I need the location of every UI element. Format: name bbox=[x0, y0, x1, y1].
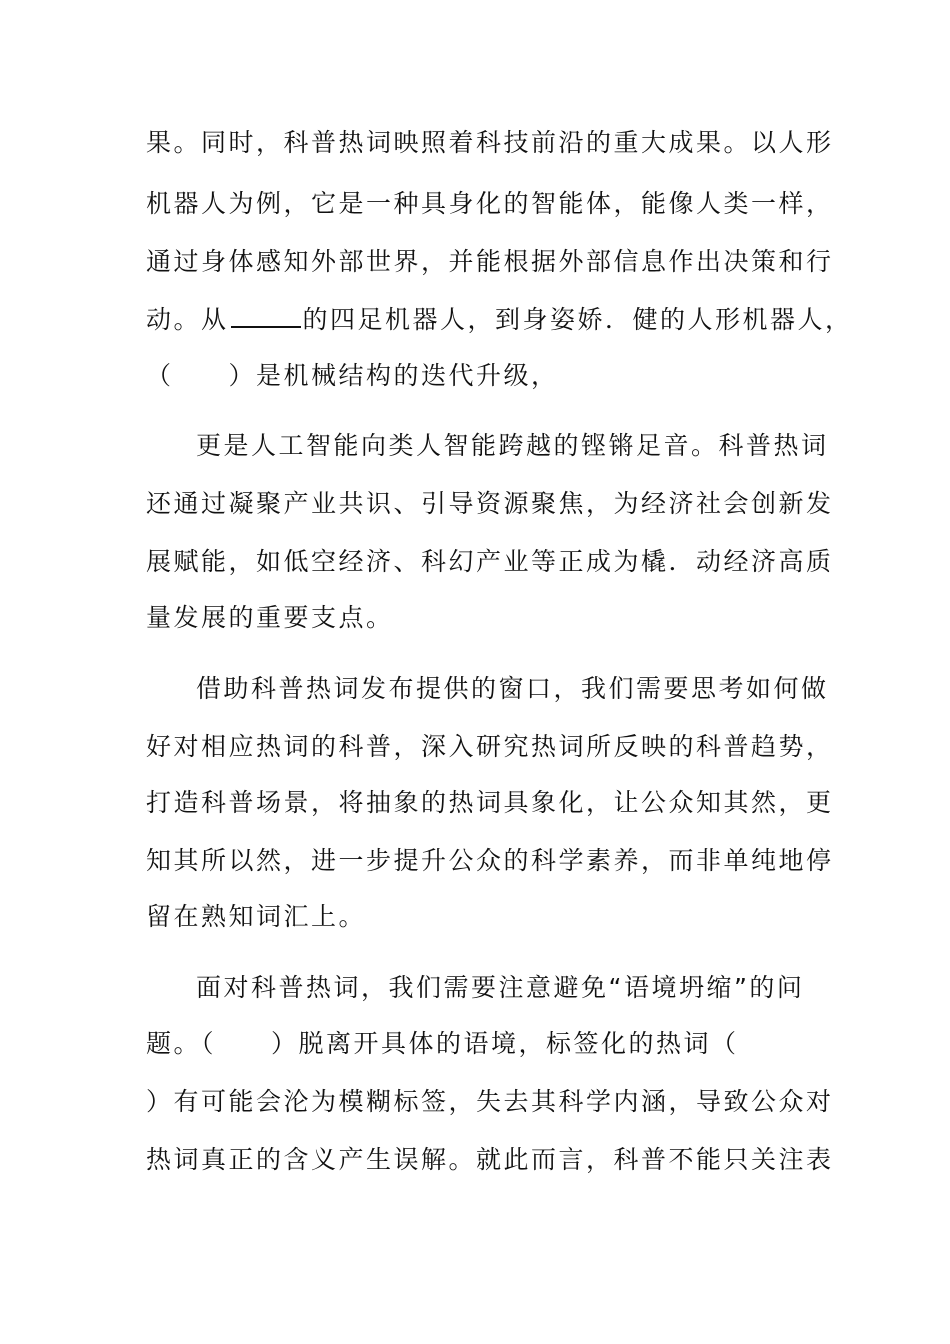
paragraph-1-line-4 bbox=[146, 300, 853, 340]
paragraph-2-line-4: 量发展的重要支点。 bbox=[146, 603, 394, 632]
paragraph-2-line-2: 还通过凝聚产业共识、引导资源聚焦，为经济社会创新发 bbox=[146, 489, 834, 518]
paragraph-4-line-2: 题。（ ）脱离开具体的语境，标签化的热词（ bbox=[146, 1029, 739, 1058]
paragraph-3-line-4: 知其所以然，进一步提升公众的科学素养，而非单纯地停 bbox=[146, 846, 834, 875]
paragraph-1-line-3: 通过身体感知外部世界，并能根据外部信息作出决策和行 bbox=[146, 247, 834, 276]
paragraph-3-line-3: 打造科普场景，将抽象的热词具象化，让公众知其然，更 bbox=[146, 788, 834, 817]
paragraph-4-line-1: 面对科普热词，我们需要注意避免“语境坍缩”的问 bbox=[196, 973, 805, 1002]
line-4-text-after: 的四足机器人，到身姿娇．健的人形机器人， bbox=[302, 305, 853, 334]
paragraph-1-line-2: 机器人为例，它是一种具身化的智能体，能像人类一样， bbox=[146, 189, 834, 218]
paragraph-1-line-1: 果。同时，科普热词映照着科技前沿的重大成果。以人形 bbox=[146, 128, 834, 157]
line-4-text-before: 动。从 bbox=[146, 305, 229, 334]
paragraph-3-line-1: 借助科普热词发布提供的窗口，我们需要思考如何做 bbox=[196, 674, 829, 703]
paragraph-2-line-1: 更是人工智能向类人智能跨越的铿锵足音。科普热词 bbox=[196, 431, 829, 460]
paragraph-2-line-3: 展赋能，如低空经济、科幻产业等正成为橇．动经济高质 bbox=[146, 547, 834, 576]
paragraph-4-line-4: 热词真正的含义产生误解。就此而言，科普不能只关注表 bbox=[146, 1145, 834, 1174]
paragraph-1-line-5: （ ）是机械结构的迭代升级， bbox=[146, 361, 559, 390]
paragraph-4-line-3: ）有可能会沦为模糊标签，失去其科学内涵，导致公众对 bbox=[146, 1087, 834, 1116]
paragraph-3-line-5: 留在熟知词汇上。 bbox=[146, 902, 367, 931]
paragraph-3-line-2: 好对相应热词的科普，深入研究热词所反映的科普趋势， bbox=[146, 732, 834, 761]
fill-in-blank bbox=[231, 304, 301, 328]
